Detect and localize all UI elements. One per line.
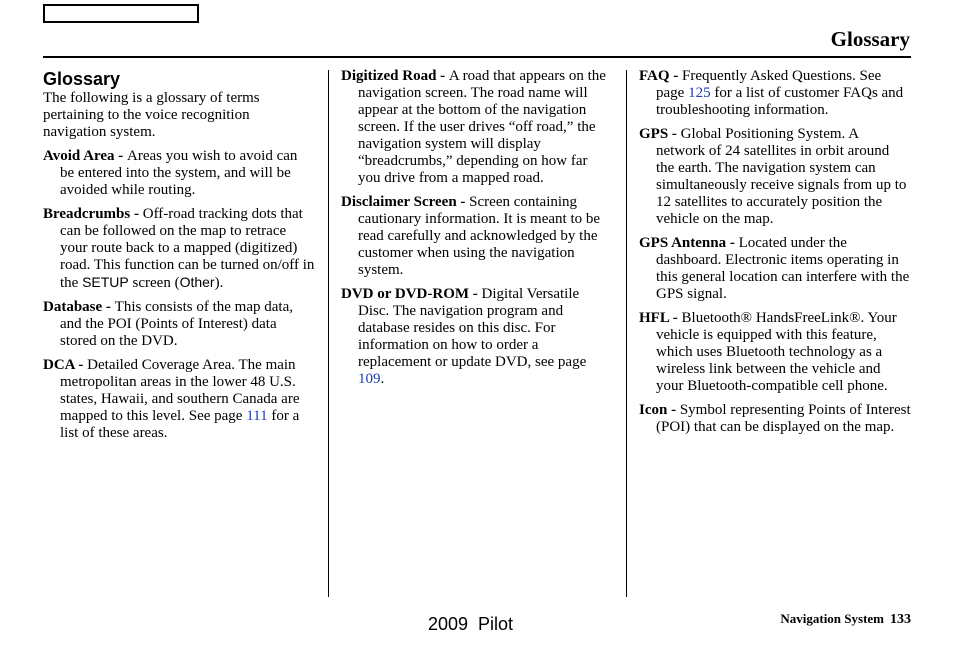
glossary-entry-database <box>43 299 315 350</box>
footer-nav-label: Navigation System <box>780 611 884 626</box>
glossary-entry-gps-antenna <box>639 235 911 303</box>
intro-text: The following is a glossary of terms pertaining to the voice recognition navigation system. <box>43 90 260 140</box>
definition: This consists of the map data, and the POI (Points of Interest) data stored on the DVD. <box>60 299 293 349</box>
section-heading: Glossary <box>43 69 121 89</box>
term: FAQ - <box>639 68 683 84</box>
definition: Global Positioning System. A network of 24 satellites in orbit around the earth. The navigation system can simultaneously receive signals from up to 12 satellites to accurately position the vehicle on the map. <box>656 126 907 227</box>
term: Avoid Area - <box>43 148 128 164</box>
definition: Areas you wish to avoid can be entered into the system, and will be avoided while routing. <box>60 148 298 198</box>
footer-nav <box>780 611 911 628</box>
term: HFL - <box>639 310 682 326</box>
footer-model: 2009 Pilot <box>428 614 514 634</box>
term: DCA - <box>43 357 88 373</box>
title-divider <box>43 56 911 58</box>
definition: Frequently Asked Questions. See page <box>656 68 882 101</box>
term: Database - <box>43 299 115 315</box>
page-title: Glossary <box>830 27 910 51</box>
term: GPS Antenna - <box>639 235 739 251</box>
definition: . <box>380 371 385 387</box>
column-2 <box>341 68 613 395</box>
glossary-entry-icon <box>639 402 911 436</box>
glossary-entry-disclaimer-screen <box>341 194 613 279</box>
glossary-entry-hfl <box>639 310 911 395</box>
glossary-entry-digitized-road <box>341 68 613 187</box>
definition: Screen containing cautionary information. It is meant to be read carefully and acknowledged by the customer when using the navigation system. <box>358 194 601 278</box>
glossary-entry-breadcrumbs <box>43 206 315 292</box>
term: GPS - <box>639 126 681 142</box>
definition: Off-road tracking dots that can be followed on the map to retrace your route back to a mapped (digitized) road. This function can be turned on/off in the <box>60 206 315 291</box>
term: Disclaimer Screen - <box>341 194 470 210</box>
definition: Symbol representing Points of Interest (POI) that can be displayed on the map. <box>656 402 911 435</box>
page-link[interactable]: 111 <box>246 408 268 424</box>
definition: Bluetooth® HandsFreeLink®. Your vehicle is equipped with this feature, which uses Bluetooth technology as a wireless link between the vehicle and your Bluetooth-compatible cell phone. <box>656 310 897 394</box>
definition: Detailed Coverage Area. The main metropolitan areas in the lower 48 U.S. states, Hawaii, and southern Canada are mapped to this level. See page <box>60 357 300 424</box>
term: Digitized Road - <box>341 68 449 84</box>
definition: A road that appears on the navigation screen. The road name will appear at the bottom of the navigation screen. If the user drives “off road,” the navigation system will display “breadcrumbs,” depending on how far you drive from a mapped road. <box>358 68 606 186</box>
page-link[interactable]: 109 <box>358 371 381 387</box>
term: Breadcrumbs - <box>43 206 143 222</box>
page-link[interactable]: 125 <box>688 85 711 101</box>
other-label: Other <box>179 274 215 290</box>
definition: screen ( <box>128 275 180 291</box>
header-box <box>43 4 199 23</box>
glossary-entry-dca <box>43 357 315 442</box>
definition: for a list of customer FAQs and troubleshooting information. <box>656 85 904 118</box>
glossary-entry-faq <box>639 68 911 119</box>
column-divider <box>328 70 329 597</box>
column-3 <box>639 68 911 443</box>
column-divider <box>626 70 627 597</box>
term: Icon - <box>639 402 680 418</box>
page-number: 133 <box>890 612 911 627</box>
definition: ). <box>214 275 224 291</box>
glossary-entry-dvd <box>341 286 613 388</box>
term: DVD or DVD-ROM - <box>341 286 482 302</box>
definition: Digital Versatile Disc. The navigation program and database resides on this disc. For information on how to order a replacement or update DVD, see page <box>358 286 587 370</box>
glossary-entry-avoid-area <box>43 148 315 199</box>
column-1 <box>43 68 315 449</box>
definition: Located under the dashboard. Electronic items operating in this general location can interfere with the GPS signal. <box>656 235 910 302</box>
glossary-entry-gps <box>639 126 911 228</box>
setup-label: SETUP <box>82 274 129 290</box>
definition: for a list of these areas. <box>60 408 300 441</box>
